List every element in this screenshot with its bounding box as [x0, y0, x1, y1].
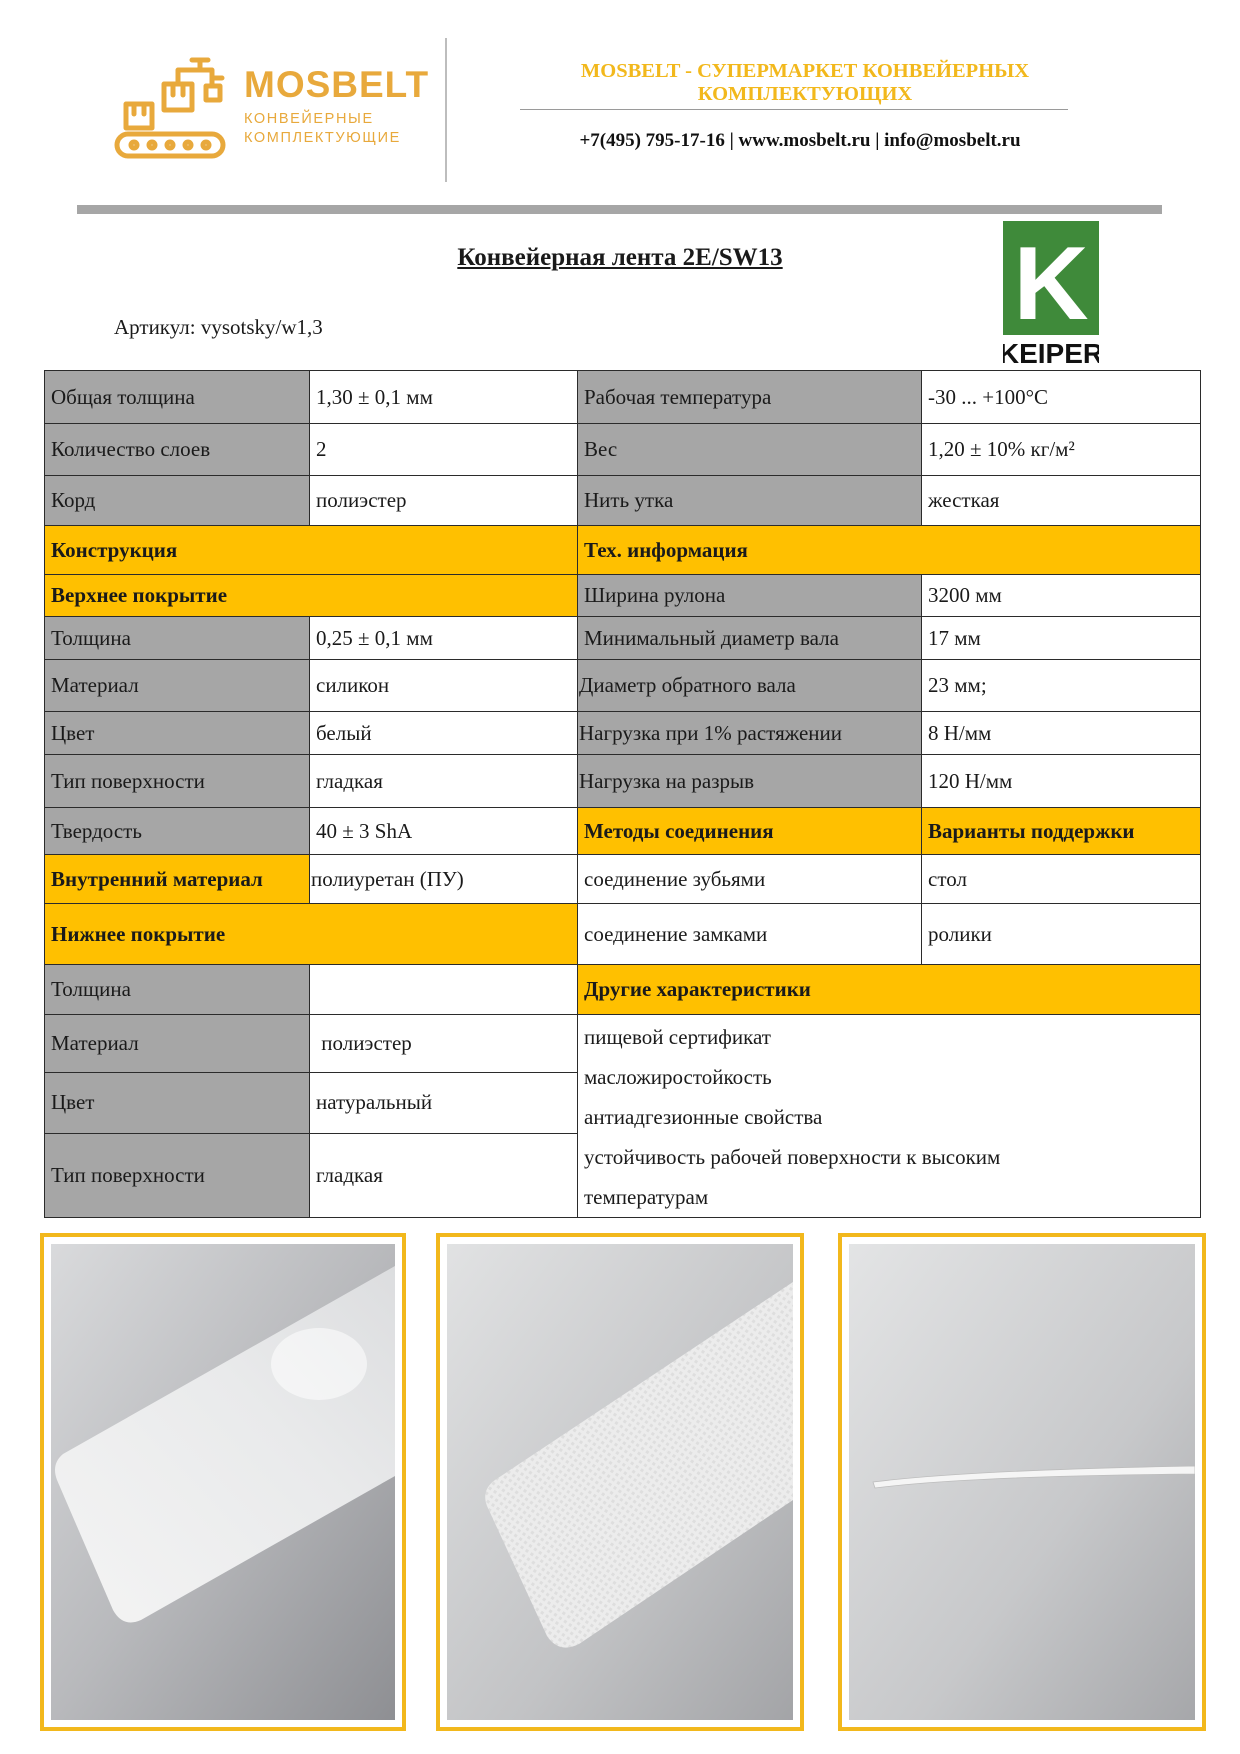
- table-row: [45, 712, 1201, 755]
- section-tech-info: Тех. информация: [578, 526, 1201, 575]
- label-bottom-material: Материал: [45, 1015, 310, 1073]
- value-breaking-load: 120 Н/мм: [922, 755, 1201, 808]
- value-weight: 1,20 ± 10% кг/м²: [922, 424, 1201, 476]
- value-bottom-material: полиэстер: [310, 1015, 578, 1073]
- table-row: [45, 526, 1201, 575]
- value-working-temperature: -30 ... +100°C: [922, 371, 1201, 424]
- logo-subtitle-line2: КОМПЛЕКТУЮЩИЕ: [244, 130, 401, 146]
- svg-text:K: K: [1013, 226, 1089, 342]
- list-item: температурам: [584, 1185, 709, 1209]
- value-cord: полиэстер: [310, 476, 578, 526]
- section-inner-material: Внутренний материал: [45, 855, 310, 904]
- value-top-thickness: 0,25 ± 0,1 мм: [310, 617, 578, 660]
- header-separator-bar: [77, 205, 1162, 214]
- label-weft: Нить утка: [578, 476, 922, 526]
- conveyor-logo-icon: [112, 56, 237, 160]
- value-bottom-surface: гладкая: [310, 1133, 578, 1217]
- label-return-pulley-diameter: Диаметр обратного вала: [578, 660, 922, 712]
- table-row: [45, 808, 1201, 855]
- value-bottom-color: натуральный: [310, 1073, 578, 1133]
- value-inner-material: полиуретан (ПУ): [310, 855, 578, 904]
- value-total-thickness: 1,30 ± 0,1 мм: [310, 371, 578, 424]
- section-top-cover: Верхнее покрытие: [45, 575, 578, 617]
- header-title-line2: КОМПЛЕКТУЮЩИХ: [697, 83, 913, 105]
- belt-profile-image: [849, 1244, 1195, 1720]
- value-top-color: белый: [310, 712, 578, 755]
- belt-sample-image: [447, 1244, 793, 1720]
- support-rollers: ролики: [922, 904, 1201, 965]
- table-row: [45, 660, 1201, 712]
- section-joining-methods: Методы соединения: [578, 808, 922, 855]
- label-top-thickness: Толщина: [45, 617, 310, 660]
- mosbelt-logo: [112, 56, 430, 166]
- table-row: [45, 904, 1201, 965]
- joining-locks: соединение замками: [578, 904, 922, 965]
- label-top-surface: Тип поверхности: [45, 755, 310, 808]
- section-bottom-cover: Нижнее покрытие: [45, 904, 578, 965]
- label-working-temperature: Рабочая температура: [578, 371, 922, 424]
- label-load-1pct: Нагрузка при 1% растяжении: [578, 712, 922, 755]
- label-bottom-surface: Тип поверхности: [45, 1133, 310, 1217]
- logo-name: MOSBELT: [244, 64, 430, 105]
- header-title: [520, 60, 1090, 106]
- value-layers: 2: [310, 424, 578, 476]
- label-top-color: Цвет: [45, 712, 310, 755]
- value-bottom-thickness: [310, 965, 578, 1015]
- table-row: [45, 575, 1201, 617]
- specification-table: [44, 370, 1201, 1218]
- keiper-logo-icon: [1003, 221, 1099, 366]
- value-min-pulley-diameter: 17 мм: [922, 617, 1201, 660]
- table-row: [45, 371, 1201, 424]
- section-other-characteristics: Другие характеристики: [578, 965, 1201, 1015]
- value-hardness: 40 ± 3 ShA: [310, 808, 578, 855]
- table-row: [45, 617, 1201, 660]
- table-row: [45, 965, 1201, 1015]
- value-roll-width: 3200 мм: [922, 575, 1201, 617]
- logo-subtitle-line1: КОНВЕЙЕРНЫЕ: [244, 111, 374, 127]
- belt-sample-image: [51, 1244, 395, 1720]
- section-support-options: Варианты поддержки: [922, 808, 1201, 855]
- value-weft: жесткая: [922, 476, 1201, 526]
- article-number: Артикул: vysotsky/w1,3: [114, 315, 323, 339]
- label-breaking-load: Нагрузка на разрыв: [578, 755, 922, 808]
- list-item: пищевой сертификат: [584, 1025, 771, 1049]
- label-hardness: Твердость: [45, 808, 310, 855]
- list-item: масложиростойкость: [584, 1065, 772, 1089]
- table-row: [45, 424, 1201, 476]
- header-contacts: +7(495) 795-17-16 | www.mosbelt.ru | info@mosbelt.ru: [579, 130, 1021, 151]
- value-top-material: силикон: [310, 660, 578, 712]
- other-characteristics-list: [578, 1015, 1201, 1218]
- value-return-pulley-diameter: 23 мм;: [922, 660, 1201, 712]
- keiper-logo: [1003, 221, 1099, 366]
- value-top-surface: гладкая: [310, 755, 578, 808]
- label-total-thickness: Общая толщина: [45, 371, 310, 424]
- section-construction: Конструкция: [45, 526, 578, 575]
- table-row: [45, 855, 1201, 904]
- label-bottom-thickness: Толщина: [45, 965, 310, 1015]
- table-row: [45, 1015, 1201, 1073]
- label-min-pulley-diameter: Минимальный диаметр вала: [578, 617, 922, 660]
- value-load-1pct: 8 Н/мм: [922, 712, 1201, 755]
- header-rule: [520, 109, 1068, 110]
- list-item: устойчивость рабочей поверхности к высоким: [584, 1145, 1001, 1169]
- label-top-material: Материал: [45, 660, 310, 712]
- label-roll-width: Ширина рулона: [578, 575, 922, 617]
- label-layers: Количество слоев: [45, 424, 310, 476]
- keiper-logo-text: KEIPER: [1003, 338, 1099, 366]
- support-table: стол: [922, 855, 1201, 904]
- joining-teeth: соединение зубьями: [578, 855, 922, 904]
- photo-top-surface: [40, 1233, 406, 1731]
- header-title-line1: MOSBELT - СУПЕРМАРКЕТ КОНВЕЙЕРНЫХ: [580, 60, 1030, 82]
- label-weight: Вес: [578, 424, 922, 476]
- label-bottom-color: Цвет: [45, 1073, 310, 1133]
- list-item: антиадгезионные свойства: [584, 1105, 823, 1129]
- table-row: [45, 755, 1201, 808]
- document-title: Конвейерная лента 2E/SW13: [457, 244, 783, 271]
- table-row: [45, 476, 1201, 526]
- header-divider: [445, 38, 447, 182]
- label-cord: Корд: [45, 476, 310, 526]
- photo-bottom-surface: [436, 1233, 804, 1731]
- photo-belt-profile: [838, 1233, 1206, 1731]
